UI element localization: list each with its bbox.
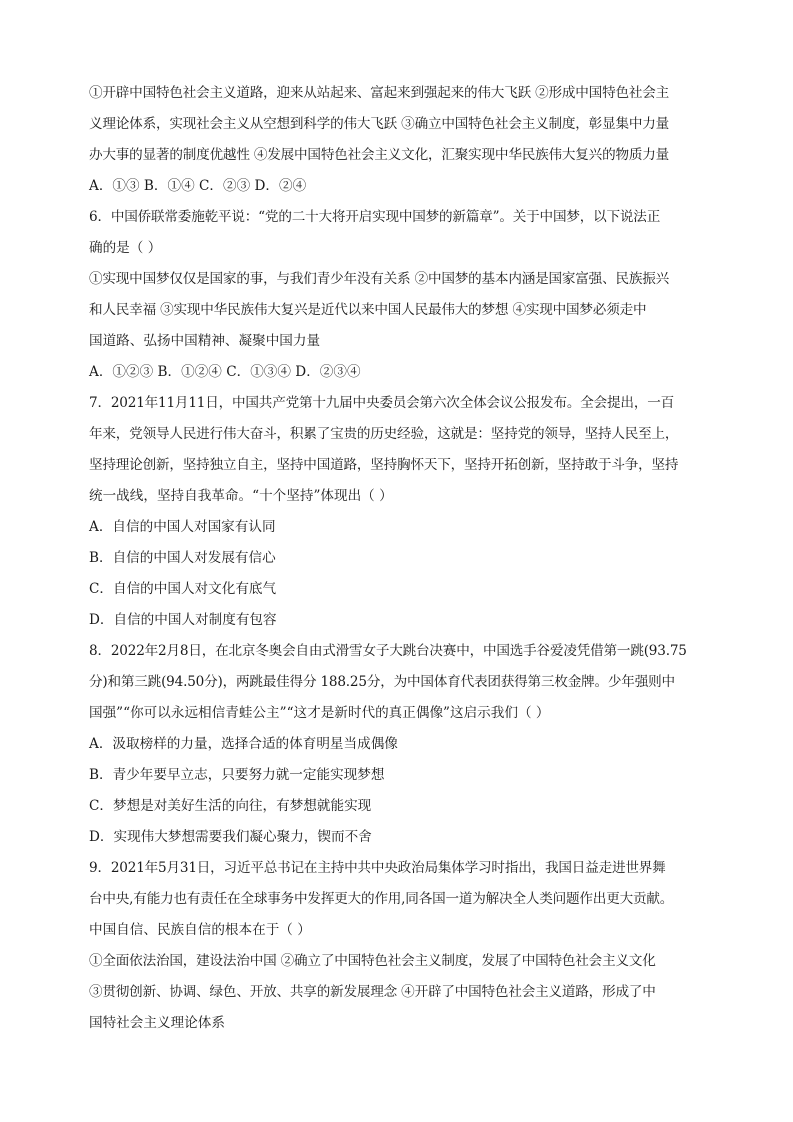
q5-statement-line-3: 办大事的显著的制度优越性 ④发展中国特色社会主义文化，汇聚实现中华民族伟大复兴的物质力量	[89, 147, 670, 163]
q6-stem-line-2: 确的是（ ）	[89, 240, 162, 256]
q9-statement-line-3: 国特社会主义理论体系	[89, 1015, 225, 1031]
q6-statement-line-3: 国道路、弘扬中国精神、凝聚中国力量	[89, 333, 321, 349]
q6-statement-line-2: 和人民幸福 ③实现中华民族伟大复兴是近代以来中国人民最伟大的梦想 ④实现中国梦必须走中	[89, 302, 647, 318]
q5-choices: A．①③ B．①④ C．②③ D．②④	[89, 178, 307, 194]
q7-stem-line-1: 7．2021年11月11日，中国共产党第十九届中央委员会第六次全体会议公报发布。全会提出，一百	[89, 395, 674, 411]
q7-choice-b: B．自信的中国人对发展有信心	[89, 550, 276, 566]
q6-statement-line-1: ①实现中国梦仅仅是国家的事，与我们青少年没有关系 ②中国梦的基本内涵是国家富强、民族振兴	[89, 271, 670, 287]
q5-statement-line-1: ①开辟中国特色社会主义道路，迎来从站起来、富起来到强起来的伟大飞跃 ②形成中国特色社会主	[89, 85, 670, 101]
q9-stem-line-1: 9．2021年5月31日，习近平总书记在主持中共中央政治局集体学习时指出，我国日益走进世界舞	[89, 860, 666, 876]
q9-statement-line-2: ③贯彻创新、协调、绿色、开放、共享的新发展理念 ④开辟了中国特色社会主义道路，形成了中	[89, 984, 656, 1000]
q9-stem-line-2: 台中央,有能力也有责任在全球事务中发挥更大的作用,同各国一道为解决全人类问题作出更大贡献。	[89, 891, 674, 907]
q8-choice-d: D．实现伟大梦想需要我们凝心聚力，锲而不舍	[89, 829, 372, 845]
q8-stem-line-1: 8．2022年2月8日，在北京冬奥会自由式滑雪女子大跳台决赛中，中国选手谷爱凌凭借第一跳(93.75	[89, 643, 687, 659]
q7-choice-c: C．自信的中国人对文化有底气	[89, 581, 277, 597]
q8-choice-c: C．梦想是对美好生活的向往，有梦想就能实现	[89, 798, 372, 814]
q6-stem-line-1: 6．中国侨联常委施乾平说：“党的二十大将开启实现中国梦的新篇章”。关于中国梦，以下说法正	[89, 209, 661, 225]
q7-stem-line-2: 年来，党领导人民进行伟大奋斗，积累了宝贵的历史经验，这就是：坚持党的领导，坚持人民至上，	[89, 426, 679, 442]
q8-stem-line-2: 分)和第三跳(94.50分)，两跳最佳得分 188.25分，为中国体育代表团获得第三枚金牌。少年强则中	[89, 674, 675, 690]
q8-choice-a: A．汲取榜样的力量，选择合适的体育明星当成偶像	[89, 736, 398, 752]
q7-choice-d: D．自信的中国人对制度有包容	[89, 612, 277, 628]
q6-choices: A．①②③ B．①②④ C．①③④ D．②③④	[89, 364, 361, 380]
q9-stem-line-3: 中国自信、民族自信的根本在于（ ）	[89, 922, 311, 938]
q5-statement-line-2: 义理论体系，实现社会主义从空想到科学的伟大飞跃 ③确立中国特色社会主义制度，彰显集中力量	[89, 116, 670, 132]
q8-stem-line-3: 国强”“你可以永远相信青蛙公主”“这才是新时代的真正偶像”这启示我们（ ）	[89, 705, 550, 721]
q7-stem-line-4: 统一战线，坚持自我革命。“十个坚持”体现出（ ）	[89, 488, 393, 504]
q7-stem-line-3: 坚持理论创新，坚持独立自主，坚持中国道路，坚持胸怀天下，坚持开拓创新，坚持敢于斗争，坚持	[89, 457, 679, 473]
question-text	[89, 78, 707, 1039]
q8-choice-b: B．青少年要早立志，只要努力就一定能实现梦想	[89, 767, 385, 783]
q9-statement-line-1: ①全面依法治国，建设法治中国 ②确立了中国特色社会主义制度，发展了中国特色社会主义文化	[89, 953, 656, 969]
q7-choice-a: A．自信的中国人对国家有认同	[89, 519, 276, 535]
